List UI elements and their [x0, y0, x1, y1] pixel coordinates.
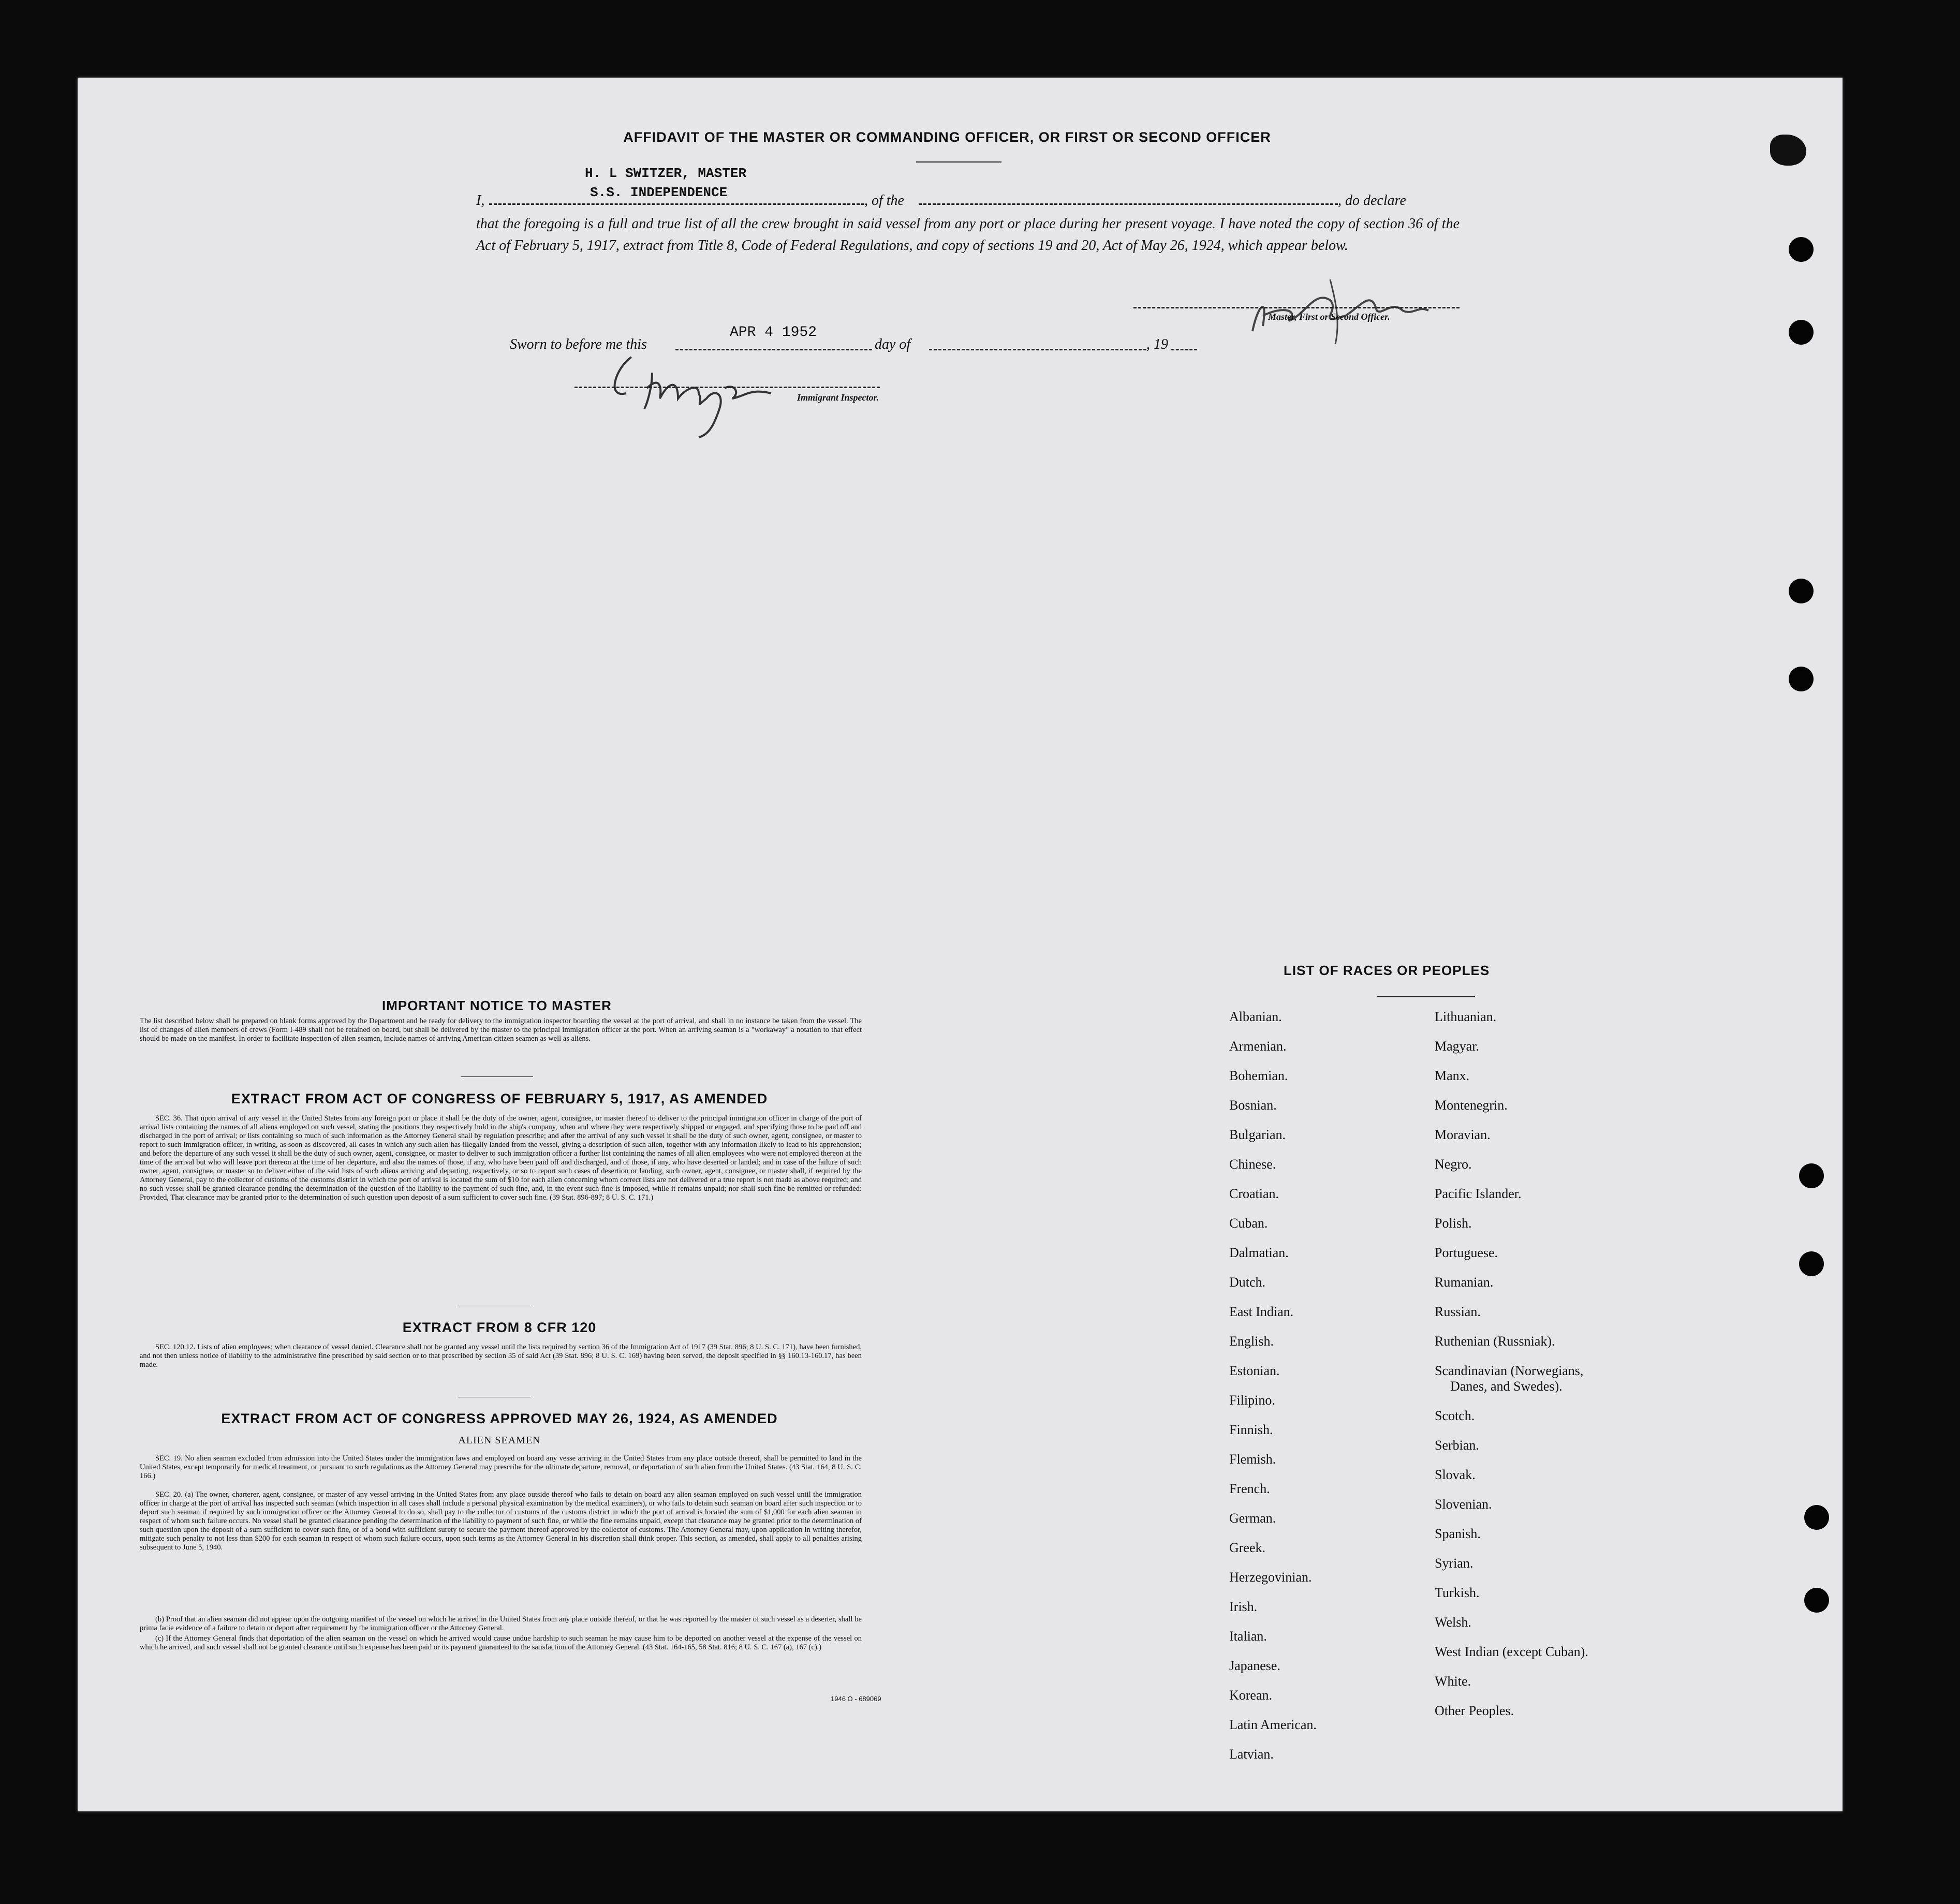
race-item: Dutch.	[1229, 1275, 1266, 1290]
race-item: French.	[1229, 1481, 1270, 1496]
race-item: Manx.	[1435, 1068, 1470, 1083]
race-item: East Indian.	[1229, 1304, 1294, 1319]
year-blank	[1171, 349, 1197, 350]
extract-1924-title: EXTRACT FROM ACT OF CONGRESS APPROVED MAY 26, 1924, AS AMENDED	[221, 1411, 778, 1426]
sworn-month-blank	[929, 349, 1146, 350]
punch-hole	[1789, 579, 1814, 603]
race-item: Other Peoples.	[1435, 1703, 1514, 1718]
inspector-signature-line	[574, 387, 880, 388]
notice-divider	[461, 1076, 533, 1077]
affidavit-body: that the foregoing is a full and true list of all the crew brought in said vessel from any port or place during her present voyage. I have noted the copy of section 36 of the Act of February 5, 1917, extract from Title 8, Code of Federal Regulations, and copy of sections 19 and 20, Act of May 26, 1924, which appear below.	[476, 216, 1460, 254]
race-item: Rumanian.	[1435, 1275, 1494, 1290]
affidavit-title: AFFIDAVIT OF THE MASTER OR COMMANDING OFFICER, OR FIRST OR SECOND OFFICER	[623, 129, 1271, 145]
print-code: 1946 O - 689069	[831, 1695, 881, 1703]
race-item: White.	[1435, 1674, 1471, 1689]
race-item: Danes, and Swedes).	[1450, 1379, 1563, 1394]
race-item: Albanian.	[1229, 1009, 1282, 1024]
extract-1917-title: EXTRACT FROM ACT OF CONGRESS OF FEBRUARY 5, 1917, AS AMENDED	[231, 1091, 768, 1106]
punch-hole	[1799, 1163, 1824, 1188]
extract-1917-text: SEC. 36. That upon arrival of any vessel in the United States from any foreign port or place it shall be the duty of the owner, agent, consignee, or master thereof to deliver to the principal immigration officer in charge of the port of arrival lists containing the names of all aliens employed on such vessel, stating the positions they respectively hold in the ship's company, when and where they were respectively shipped or engaged, and specifying those to be paid off and discharged in the port of arrival; or lists containing so much of such information as the Attorney General shall by regulation prescribe; and after the arrival of any such vessel it shall be the duty of such owner, agent, consignee, or master to report to such immigration officer, in writing, as soon as discovered, all cases in which any such alien has illegally landed from the vessel, giving a description of such alien, together with any information likely to lead to his apprehension; and before the departure of any such vessel it shall be the duty of such owner, agent, consignee, or master to deliver to such immigration officer a further list containing the names of all alien employees who were not employed thereon at the time of the arrival but who will leave port thereon at the time of her departure, and also the names of those, if any, who have been paid off and discharged, and of those, if any, who have deserted or landed; and in case of the failure of such owner, agent, consignee, or master so to deliver either of the said lists of such aliens arriving and departing, respectively, or so to report such cases of desertion or landing, such owner, agent, consignee, or master shall, if required by the Attorney General, pay to the collector of customs of the customs district in which the port of arrival is located the sum of $10 for each alien concerning whom correct lists are not delivered or a true report is not made as above required; and no such vessel shall be granted clearance pending the determination of the question of the liability to the payment of such fine, and, in the event such fine is imposed, while it remains unpaid; nor shall such fine be remitted or refunded: Provided, That clearance may be granted prior to the determination of such question upon deposit of a sum sufficient to cover such fine. (39 Stat. 896-897; 8 U. S. C. 171.)	[140, 1114, 862, 1202]
master-caption: Master, First or Second Officer.	[1268, 312, 1390, 322]
race-item: English.	[1229, 1334, 1274, 1349]
race-item: Finnish.	[1229, 1422, 1273, 1437]
year-label: , 19	[1146, 336, 1168, 352]
day-of-label: day of	[875, 336, 911, 352]
race-item: Filipino.	[1229, 1393, 1275, 1408]
staple-mark	[1770, 135, 1806, 166]
race-item: Bohemian.	[1229, 1068, 1288, 1083]
race-item: Portuguese.	[1435, 1245, 1498, 1260]
notice-title: IMPORTANT NOTICE TO MASTER	[382, 998, 612, 1013]
race-item: Croatian.	[1229, 1186, 1279, 1201]
punch-hole	[1789, 237, 1814, 262]
master-signature-line	[1133, 307, 1460, 308]
sworn-label: Sworn to before me this	[510, 336, 647, 352]
races-left-column	[1229, 1009, 1400, 1776]
race-item: Slovenian.	[1435, 1497, 1492, 1512]
do-declare-label: , do declare	[1338, 193, 1406, 209]
race-item: Scotch.	[1435, 1408, 1475, 1423]
race-item: Pacific Islander.	[1435, 1186, 1522, 1201]
race-item: Turkish.	[1435, 1585, 1480, 1600]
punch-hole	[1804, 1588, 1829, 1613]
race-item: Spanish.	[1435, 1526, 1481, 1541]
race-item: Cuban.	[1229, 1216, 1268, 1231]
race-item: Magyar.	[1435, 1039, 1479, 1054]
race-item: Irish.	[1229, 1599, 1258, 1614]
race-item: Japanese.	[1229, 1658, 1280, 1673]
race-item: Herzegovinian.	[1229, 1570, 1312, 1585]
race-item: Negro.	[1435, 1157, 1472, 1172]
race-item: Lithuanian.	[1435, 1009, 1497, 1024]
inspector-signature	[595, 347, 813, 440]
document-page	[78, 78, 1843, 1811]
race-item: Korean.	[1229, 1688, 1273, 1703]
races-divider	[1377, 996, 1475, 997]
extract-1924-sec20a: SEC. 20. (a) The owner, charterer, agent, consignee, or master of any vessel arriving in the United States from any place outside thereof who fails to detain on board any alien seaman employed on such vessel until the immigration officer in charge at the port of arrival has inspected such seaman (which inspection in all cases shall include a personal physical examination by the medical examiners), or who fails to detain such seaman on board after such inspection or to deport such seaman if required by such immigration officer or the Attorney General to do so, shall pay to the collector of customs of the customs district in which the port of arrival is located the sum of $1,000 for each alien seaman in respect of whom such failure occurs. No vessel shall be granted clearance pending the determination of the liability to payment of such fine, or while the fine remains unpaid, except that clearance may be granted prior to the determination of such question upon the deposit of a sum sufficient to cover such fine, or of a bond with sufficient surety to secure the payment thereof approved by the collector of customs. The Attorney General may, upon application in writing therefor, mitigate such penalty to not less than $200 for each seaman in respect of whom such failure occurs, upon such terms as the Attorney General in his discretion shall think proper. This section, as amended, shall apply to all penalties arising subsequent to June 5, 1940.	[140, 1490, 862, 1552]
notice-text: The list described below shall be prepared on blank forms approved by the Department and be ready for delivery to the immigration inspector boarding the vessel at the port of arrival, and shall in no instance be taken from the vessel. The list of changes of alien members of crews (Form I-489 shall not be retained on board, but shall be delivered by the master to the principal immigration officer at the port. When an arriving seaman is a "workaway" a notation to that effect should be made on the manifest. In order to facilitate inspection of alien seamen, include names of arriving American citizen seamen as well as aliens.	[140, 1017, 862, 1043]
race-item: Scandinavian (Norwegians,	[1435, 1363, 1584, 1378]
of-the-label: , of the	[864, 193, 904, 209]
typed-vessel-name: S.S. INDEPENDENCE	[590, 185, 728, 200]
declarant-blank	[489, 203, 864, 205]
race-item: Welsh.	[1435, 1615, 1471, 1630]
race-item: Russian.	[1435, 1304, 1481, 1319]
race-item: Greek.	[1229, 1540, 1266, 1555]
race-item: Latin American.	[1229, 1717, 1317, 1732]
typed-master-name: H. L SWITZER, MASTER	[585, 166, 747, 181]
stamp-date: APR 4 1952	[730, 324, 817, 341]
extract-cfr-title: EXTRACT FROM 8 CFR 120	[402, 1320, 597, 1335]
title-underline	[916, 161, 1001, 163]
race-item: Estonian.	[1229, 1363, 1280, 1378]
punch-hole	[1799, 1251, 1824, 1276]
race-item: Ruthenian (Russniak).	[1435, 1334, 1555, 1349]
race-item: Dalmatian.	[1229, 1245, 1289, 1260]
punch-hole	[1789, 667, 1814, 691]
punch-hole	[1789, 320, 1814, 345]
races-title: LIST OF RACES OR PEOPLES	[1284, 963, 1490, 978]
race-item: Armenian.	[1229, 1039, 1287, 1054]
extract-1924-subtitle: ALIEN SEAMEN	[458, 1435, 541, 1446]
extract-1924-sec20c: (c) If the Attorney General finds that deportation of the alien seaman on the vessel on which he arrived would cause undue hardship to such seaman he may cause him to be deported on another vessel at the expense of the vessel on which he arrived, and such vessel shall not be granted clearance until such expense has been paid or its payment guaranteed to the satisfaction of the Attorney General. (43 Stat. 164-165, 58 Stat. 816; 8 U. S. C. 167 (a), 167 (c).)	[140, 1634, 862, 1651]
races-right-column	[1435, 1009, 1725, 1733]
race-item: Bosnian.	[1229, 1098, 1277, 1113]
race-item: Bulgarian.	[1229, 1127, 1286, 1142]
extract-1924-sec19: SEC. 19. No alien seaman excluded from admission into the United States under the immigration laws and employed on board any vesse arriving in the United States from any place outside thereof, shall be permitted to land in the United States, except temporarily for medical treatment, or pursuant to such regulations as the Attorney General may prescribe for the ultimate departure, removal, or deportation of such alien from the United States. (43 Stat. 164, 8 U. S. C. 166.)	[140, 1454, 862, 1480]
race-item: Slovak.	[1435, 1467, 1476, 1482]
race-item: West Indian (except Cuban).	[1435, 1644, 1588, 1659]
race-item: Syrian.	[1435, 1556, 1473, 1571]
race-item: Chinese.	[1229, 1157, 1276, 1172]
inspector-caption: Immigrant Inspector.	[797, 392, 879, 403]
extract-1924-sec20b: (b) Proof that an alien seaman did not appear upon the outgoing manifest of the vessel on which he arrived in the United States from any place outside thereof, or that he was reported by the master of such vessel as a deserter, shall be prima facie evidence of a failure to detain or deport after requirement by the immigration officer or the Attorney General.	[140, 1615, 862, 1632]
extract-cfr-text: SEC. 120.12. Lists of alien employees; when clearance of vessel denied. Clearance shall not be granted any vessel until the lists required by section 36 of the Immigration Act of 1917 (39 Stat. 896; 8 U. S. C. 171), have been furnished, and not then unless notice of liability to the administrative fine prescribed by said section or to that prescribed by section 35 of said Act (39 Stat. 896; 8 U. S. C. 169) having been served, the deposit specified in §§ 160.13-160.17, has been made.	[140, 1343, 862, 1369]
declarant-label: I,	[476, 193, 485, 209]
race-item: Polish.	[1435, 1216, 1472, 1231]
master-signature	[1237, 259, 1434, 347]
race-item: Montenegrin.	[1435, 1098, 1508, 1113]
punch-hole	[1804, 1505, 1829, 1530]
race-item: Latvian.	[1229, 1747, 1274, 1762]
race-item: German.	[1229, 1511, 1276, 1526]
race-item: Moravian.	[1435, 1127, 1491, 1142]
vessel-blank	[919, 203, 1338, 205]
race-item: Serbian.	[1435, 1438, 1479, 1453]
race-item: Flemish.	[1229, 1452, 1276, 1467]
race-item: Italian.	[1229, 1629, 1267, 1644]
